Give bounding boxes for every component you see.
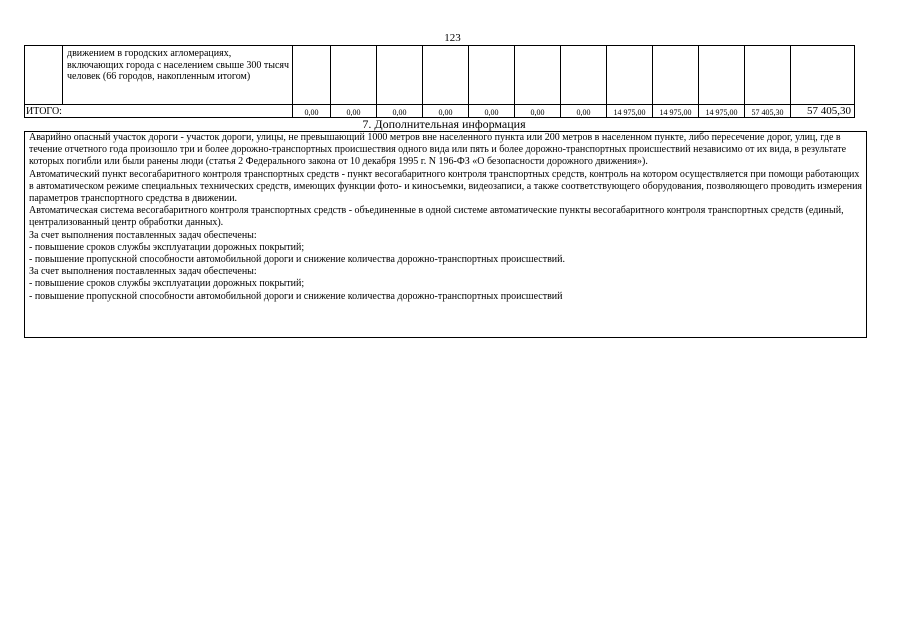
- info-paragraph: Аварийно опасный участок дороги - участок дороги, улицы, не превышающий 1000 метров вне населенного пункта или 200 метров в населенном пункте, либо пересечение дорог, улиц, где в течение отчетного года произошло три и более дорожно-транспортных происшествия одного вида или пять и более дорожно-транспортных происшествий независимо от их вида, в результате которых погибли или были ранены люди (статья 2 Федерального закона от 10 декабря 1995 г. N 196-ФЗ «О безопасности дорожного движения»).: [29, 132, 847, 168]
- table-cell: [745, 46, 791, 105]
- info-paragraph: Автоматический пункт весогабаритного контроля транспортных средств - пункт весогабаритного контроля транспортных средств, контроль на котором осуществляется при помощи работающих в автоматическом режиме специальных технических средств, имеющих функции фото- и киносъемки, видеозаписи, а также соответствующего оборудования, позволяющего проводить измерения параметров транспортного средства в движении.: [29, 168, 863, 205]
- total-value: 57 405,30: [745, 105, 791, 118]
- total-value: 14 975,00: [653, 105, 699, 118]
- total-value: 0,00: [515, 105, 561, 118]
- additional-info-box: [24, 131, 867, 338]
- total-value: 0,00: [293, 105, 331, 118]
- indicator-description: движением в городских агломерациях, включающих города с населением свыше 300 тысяч человек (66 городов, накопленным итогом): [63, 46, 293, 105]
- table-cell: [423, 46, 469, 105]
- info-paragraph: - повышение сроков службы эксплуатации дорожных покрытий;: [29, 278, 305, 290]
- table-cell: [25, 46, 63, 105]
- table-cell: [331, 46, 377, 105]
- table-row: [25, 46, 855, 105]
- info-paragraph: Автоматическая система весогабаритного контроля транспортных средств - объединенные в одной системе автоматические пункты весогабаритного контроля транспортных средств (единый, централизованный центр обработки данных).: [29, 205, 844, 229]
- table-cell: [791, 46, 855, 105]
- table-cell: [515, 46, 561, 105]
- table-cell: [377, 46, 423, 105]
- total-value: 14 975,00: [607, 105, 653, 118]
- total-value: 0,00: [561, 105, 607, 118]
- info-paragraph: - повышение сроков службы эксплуатации дорожных покрытий;: [29, 241, 305, 253]
- page-number: 123: [444, 32, 461, 44]
- total-value: 0,00: [331, 105, 377, 118]
- table-cell: [653, 46, 699, 105]
- table-cell: [293, 46, 331, 105]
- section-title: 7. Дополнительная информация: [362, 117, 526, 131]
- total-label: ИТОГО:: [25, 105, 293, 118]
- total-value: 0,00: [469, 105, 515, 118]
- table-cell: [699, 46, 745, 105]
- total-row: [25, 105, 855, 118]
- info-paragraph: За счет выполнения поставленных задач обеспечены:: [29, 266, 257, 278]
- table-cell: [561, 46, 607, 105]
- info-paragraph: За счет выполнения поставленных задач обеспечены:: [29, 229, 257, 241]
- total-value: 0,00: [423, 105, 469, 118]
- indicator-table: [24, 45, 855, 118]
- table-cell: [607, 46, 653, 105]
- total-value: 0,00: [377, 105, 423, 118]
- table-cell: [469, 46, 515, 105]
- info-paragraph: - повышение пропускной способности автомобильной дороги и снижение количества дорожно-транспортных происшествий.: [29, 254, 565, 266]
- info-paragraph: - повышение пропускной способности автомобильной дороги и снижение количества дорожно-транспортных происшествий: [29, 290, 563, 302]
- total-grand-value: 57 405,30: [791, 105, 855, 118]
- total-value: 14 975,00: [699, 105, 745, 118]
